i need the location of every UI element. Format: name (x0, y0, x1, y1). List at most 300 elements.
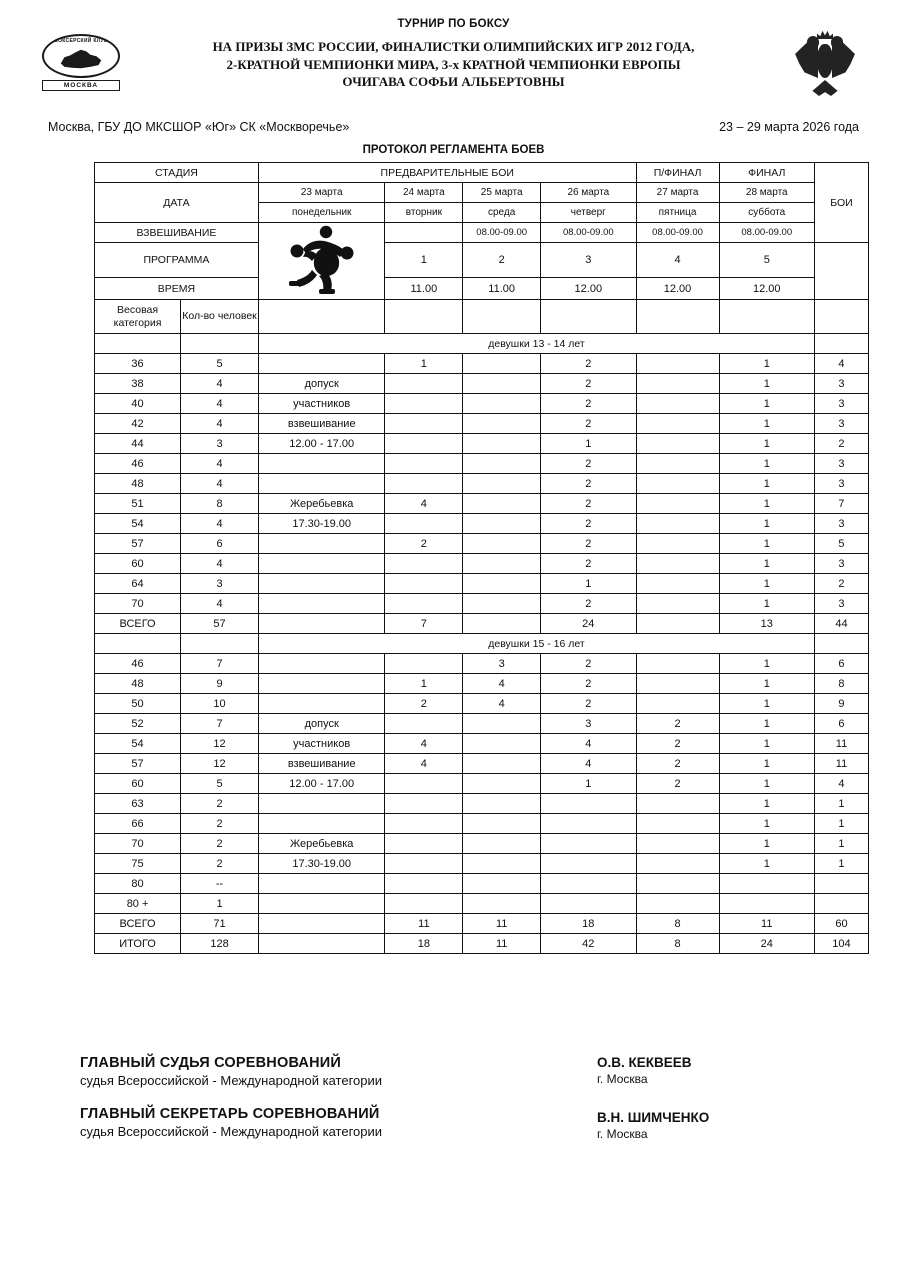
total2-day2: 11 (385, 914, 463, 934)
cell-people: 12 (181, 734, 259, 754)
table-row (95, 554, 869, 574)
cell-day4: 2 (541, 474, 636, 494)
cell-day3 (463, 454, 541, 474)
cell-day6: 1 (719, 714, 814, 734)
cell-day2: 2 (385, 694, 463, 714)
day3-time: 11.00 (463, 278, 541, 300)
cell-day2 (385, 854, 463, 874)
table-row-total-group2 (95, 914, 869, 934)
cell-people: -- (181, 874, 259, 894)
g1-blank-bouts (814, 334, 868, 354)
table-row-program (95, 243, 869, 278)
table-row (95, 694, 869, 714)
cell-day1 (258, 874, 385, 894)
cell-people: 4 (181, 554, 259, 574)
cell-day1 (258, 814, 385, 834)
cell-day2 (385, 714, 463, 734)
table-row (95, 594, 869, 614)
grand-total-people: 128 (181, 934, 259, 954)
table-row (95, 574, 869, 594)
cell-day5 (636, 554, 719, 574)
cell-day4: 4 (541, 754, 636, 774)
cell-day6: 1 (719, 594, 814, 614)
cell-day3 (463, 894, 541, 914)
g2-blank-people (181, 634, 259, 654)
cell-people: 5 (181, 354, 259, 374)
cell-day4: 2 (541, 594, 636, 614)
table-row (95, 354, 869, 374)
document-header (28, 14, 879, 114)
table-row (95, 754, 869, 774)
cell-day2 (385, 554, 463, 574)
cell-day6: 1 (719, 694, 814, 714)
cell-category: 64 (95, 574, 181, 594)
total2-day6: 11 (719, 914, 814, 934)
cell-category: 46 (95, 654, 181, 674)
cell-day4 (541, 814, 636, 834)
cell-bouts: 3 (814, 474, 868, 494)
cell-day4: 2 (541, 514, 636, 534)
cell-day6 (719, 874, 814, 894)
cell-category: 60 (95, 774, 181, 794)
cell-day6 (719, 894, 814, 914)
cell-day6: 1 (719, 814, 814, 834)
cell-category: 57 (95, 534, 181, 554)
table-row (95, 714, 869, 734)
day5-weekday: пятница (636, 203, 719, 223)
day5-date: 27 марта (636, 183, 719, 203)
logo-top-text: БОКСЕРСКИЙ КЛУБ (54, 38, 108, 44)
cell-day6: 1 (719, 674, 814, 694)
cell-day1 (258, 554, 385, 574)
cell-day1: участников (258, 734, 385, 754)
cell-category: 52 (95, 714, 181, 734)
cell-day6: 1 (719, 754, 814, 774)
cell-people: 12 (181, 754, 259, 774)
day2-time: 11.00 (385, 278, 463, 300)
group-title-row-1 (95, 334, 869, 354)
cell-category: 63 (95, 794, 181, 814)
total1-day6: 13 (719, 614, 814, 634)
cell-day2 (385, 514, 463, 534)
cell-people: 2 (181, 794, 259, 814)
cell-day2: 1 (385, 354, 463, 374)
cell-bouts: 3 (814, 454, 868, 474)
cell-people: 6 (181, 534, 259, 554)
bouts-spacer (814, 243, 868, 300)
cell-day3 (463, 434, 541, 454)
day4-date: 26 марта (541, 183, 636, 203)
horse-icon (58, 48, 104, 70)
table-row-total-group1 (95, 614, 869, 634)
chief-secretary-subtitle: судья Всероссийской - Международной категории (80, 1124, 383, 1139)
cell-day1 (258, 454, 385, 474)
cell-day5 (636, 494, 719, 514)
label-stage: СТАДИЯ (95, 163, 259, 183)
cell-day1: 17.30-19.00 (258, 854, 385, 874)
cell-bouts: 4 (814, 774, 868, 794)
cell-category: 42 (95, 414, 181, 434)
cell-category: 54 (95, 514, 181, 534)
day4-weighing: 08.00-09.00 (541, 223, 636, 243)
cell-bouts: 1 (814, 834, 868, 854)
cell-day4: 2 (541, 494, 636, 514)
cell-day4: 2 (541, 454, 636, 474)
cell-day1 (258, 534, 385, 554)
group1-title: девушки 13 - 14 лет (258, 334, 814, 354)
table-row (95, 414, 869, 434)
table-row-column-heads (95, 300, 869, 334)
cell-day5 (636, 874, 719, 894)
cell-bouts: 1 (814, 814, 868, 834)
table-row (95, 534, 869, 554)
cell-category: 57 (95, 754, 181, 774)
table-row-time (95, 278, 869, 300)
day5-program: 4 (636, 243, 719, 278)
cell-day3 (463, 714, 541, 734)
cell-day6: 1 (719, 474, 814, 494)
cell-day2: 4 (385, 734, 463, 754)
cell-day2 (385, 594, 463, 614)
cell-day2 (385, 894, 463, 914)
cell-bouts: 4 (814, 354, 868, 374)
cell-day1 (258, 894, 385, 914)
cell-day2 (385, 774, 463, 794)
day4-weekday: четверг (541, 203, 636, 223)
chief-judge-city: г. Москва (597, 1072, 648, 1086)
tournament-title-line-2: 2-КРАТНОЙ ЧЕМПИОНКИ МИРА, 3-х КРАТНОЙ ЧЕМПИОНКИ ЕВРОПЫ (226, 56, 681, 72)
table-row (95, 514, 869, 534)
cell-category: 44 (95, 434, 181, 454)
total2-day5: 8 (636, 914, 719, 934)
cell-day5 (636, 694, 719, 714)
total2-label: ВСЕГО (95, 914, 181, 934)
table-row (95, 894, 869, 914)
g2-blank-bouts (814, 634, 868, 654)
cell-day2: 4 (385, 494, 463, 514)
cell-day4: 2 (541, 554, 636, 574)
cell-people: 4 (181, 454, 259, 474)
cell-bouts: 7 (814, 494, 868, 514)
signature-names (557, 1055, 867, 1165)
federation-emblem (789, 28, 861, 100)
cell-people: 2 (181, 814, 259, 834)
cell-category: 80 (95, 874, 181, 894)
day2-weekday: вторник (385, 203, 463, 223)
group-title-row-2 (95, 634, 869, 654)
label-bouts: БОИ (814, 163, 868, 243)
cell-day5: 2 (636, 774, 719, 794)
cell-day4: 2 (541, 414, 636, 434)
cell-day4: 2 (541, 534, 636, 554)
cell-day6: 1 (719, 414, 814, 434)
cell-day4 (541, 834, 636, 854)
cell-day3 (463, 494, 541, 514)
cell-day2 (385, 394, 463, 414)
cell-day4 (541, 794, 636, 814)
cell-people: 4 (181, 414, 259, 434)
day6-weighing: 08.00-09.00 (719, 223, 814, 243)
cell-category: 51 (95, 494, 181, 514)
g2-blank-cat (95, 634, 181, 654)
cell-day6: 1 (719, 554, 814, 574)
cell-day1 (258, 594, 385, 614)
cell-day4 (541, 894, 636, 914)
label-program: ПРОГРАММА (95, 243, 259, 278)
signatures-block (0, 1055, 907, 1165)
table-row (95, 814, 869, 834)
grand-total-day4: 42 (541, 934, 636, 954)
cell-day5 (636, 354, 719, 374)
cell-people: 2 (181, 834, 259, 854)
cell-people: 3 (181, 434, 259, 454)
cell-day6: 1 (719, 654, 814, 674)
total1-day2: 7 (385, 614, 463, 634)
day2-date: 24 марта (385, 183, 463, 203)
cell-category: 66 (95, 814, 181, 834)
cell-day3 (463, 834, 541, 854)
total2-bouts: 60 (814, 914, 868, 934)
header-prelim: ПРЕДВАРИТЕЛЬНЫЕ БОИ (258, 163, 636, 183)
total1-bouts: 44 (814, 614, 868, 634)
total2-day4: 18 (541, 914, 636, 934)
spacer-day1 (258, 300, 385, 334)
cell-day6: 1 (719, 494, 814, 514)
cell-day1 (258, 694, 385, 714)
tournament-title-line-3: ОЧИГАВА СОФЬИ АЛЬБЕРТОВНЫ (342, 74, 565, 90)
cell-day5 (636, 794, 719, 814)
cell-day6: 1 (719, 574, 814, 594)
cell-people: 4 (181, 374, 259, 394)
day6-date: 28 марта (719, 183, 814, 203)
cell-day5: 2 (636, 754, 719, 774)
protocol-title: ПРОТОКОЛ РЕГЛАМЕНТА БОЕВ (362, 144, 545, 156)
cell-day1: участников (258, 394, 385, 414)
cell-day3 (463, 594, 541, 614)
cell-category: 48 (95, 474, 181, 494)
cell-day6: 1 (719, 834, 814, 854)
cell-day1: допуск (258, 714, 385, 734)
g1-blank-cat (95, 334, 181, 354)
cell-day3: 4 (463, 694, 541, 714)
cell-bouts: 9 (814, 694, 868, 714)
venue-text: Москва, ГБУ ДО МКСШОР «Юг» СК «Москворечье» (48, 120, 350, 134)
cell-category: 70 (95, 834, 181, 854)
grand-total-day6: 24 (719, 934, 814, 954)
cell-day2: 2 (385, 534, 463, 554)
logo-oval (42, 34, 120, 78)
cell-category: 46 (95, 454, 181, 474)
spacer-day6 (719, 300, 814, 334)
cell-day2 (385, 874, 463, 894)
table-row (95, 434, 869, 454)
table-row (95, 774, 869, 794)
cell-day5 (636, 414, 719, 434)
cell-people: 10 (181, 694, 259, 714)
cell-day4: 2 (541, 374, 636, 394)
cell-day6: 1 (719, 374, 814, 394)
cell-day2 (385, 654, 463, 674)
cell-day5 (636, 834, 719, 854)
cell-bouts: 6 (814, 714, 868, 734)
cell-day3 (463, 534, 541, 554)
tournament-title-line-1: НА ПРИЗЫ ЗМС РОССИИ, ФИНАЛИСТКИ ОЛИМПИЙСКИХ ИГР 2012 ГОДА, (212, 39, 695, 54)
cell-bouts: 3 (814, 414, 868, 434)
cell-category: 75 (95, 854, 181, 874)
cell-people: 1 (181, 894, 259, 914)
cell-bouts: 1 (814, 854, 868, 874)
cell-day1: Жеребьевка (258, 494, 385, 514)
table-row (95, 474, 869, 494)
cell-day2: 4 (385, 754, 463, 774)
cell-day3 (463, 374, 541, 394)
cell-day5 (636, 574, 719, 594)
cell-day1: 12.00 - 17.00 (258, 774, 385, 794)
cell-day1: допуск (258, 374, 385, 394)
schedule-table-wrap (28, 162, 879, 954)
cell-day5 (636, 854, 719, 874)
tournament-kind: ТУРНИР ПО БОКСУ (397, 18, 510, 30)
cell-day3 (463, 574, 541, 594)
header-semifinal: П/ФИНАЛ (636, 163, 719, 183)
total1-day5 (636, 614, 719, 634)
day1-date: 23 марта (258, 183, 385, 203)
cell-day5 (636, 534, 719, 554)
cell-day2 (385, 434, 463, 454)
table-row (95, 734, 869, 754)
cell-category: 48 (95, 674, 181, 694)
cell-day5 (636, 674, 719, 694)
cell-day4 (541, 874, 636, 894)
cell-day1: взвешивание (258, 754, 385, 774)
cell-bouts: 11 (814, 754, 868, 774)
cell-day4: 2 (541, 354, 636, 374)
cell-day4: 1 (541, 574, 636, 594)
cell-day4: 3 (541, 714, 636, 734)
cell-day6: 1 (719, 454, 814, 474)
cell-bouts: 6 (814, 654, 868, 674)
cell-day3 (463, 514, 541, 534)
day1-weekday: понедельник (258, 203, 385, 223)
cell-day6: 1 (719, 794, 814, 814)
table-row (95, 454, 869, 474)
cell-day5 (636, 654, 719, 674)
cell-day4 (541, 854, 636, 874)
cell-category: 70 (95, 594, 181, 614)
meta-row (28, 114, 879, 134)
title-block (28, 14, 879, 91)
cell-bouts (814, 874, 868, 894)
cell-day6: 1 (719, 774, 814, 794)
cell-day1 (258, 674, 385, 694)
cell-day4: 2 (541, 654, 636, 674)
cell-day3 (463, 394, 541, 414)
grand-total-label: ИТОГО (95, 934, 181, 954)
cell-people: 7 (181, 714, 259, 734)
cell-category: 54 (95, 734, 181, 754)
day2-program: 1 (385, 243, 463, 278)
cell-day1 (258, 474, 385, 494)
table-row (95, 494, 869, 514)
signature-titles (80, 1055, 510, 1165)
spacer-bouts (814, 300, 868, 334)
cell-day2 (385, 794, 463, 814)
cell-bouts: 3 (814, 374, 868, 394)
cell-day5 (636, 454, 719, 474)
cell-day6: 1 (719, 734, 814, 754)
table-row (95, 854, 869, 874)
header-final: ФИНАЛ (719, 163, 814, 183)
cell-bouts: 2 (814, 574, 868, 594)
cell-day1 (258, 794, 385, 814)
cell-day5 (636, 894, 719, 914)
cell-day2 (385, 454, 463, 474)
cell-people: 9 (181, 674, 259, 694)
cell-day5 (636, 814, 719, 834)
cell-day1: Жеребьевка (258, 834, 385, 854)
total2-day3: 11 (463, 914, 541, 934)
total1-day1 (258, 614, 385, 634)
cell-people: 4 (181, 474, 259, 494)
schedule-table (94, 162, 869, 954)
cell-day2 (385, 374, 463, 394)
cell-day5: 2 (636, 714, 719, 734)
day3-date: 25 марта (463, 183, 541, 203)
cell-category: 38 (95, 374, 181, 394)
cell-category: 36 (95, 354, 181, 374)
cell-bouts: 5 (814, 534, 868, 554)
cell-people: 4 (181, 394, 259, 414)
cell-day3 (463, 774, 541, 794)
day4-program: 3 (541, 243, 636, 278)
label-weighing: ВЗВЕШИВАНИЕ (95, 223, 259, 243)
day2-weighing (385, 223, 463, 243)
cell-category: 80 + (95, 894, 181, 914)
table-row (95, 674, 869, 694)
day6-weekday: суббота (719, 203, 814, 223)
day6-time: 12.00 (719, 278, 814, 300)
cell-day6: 1 (719, 394, 814, 414)
chief-judge-name: О.В. КЕКВЕЕВ (597, 1055, 692, 1070)
boxer-icon (259, 223, 385, 299)
cell-day5 (636, 514, 719, 534)
cell-day6: 1 (719, 354, 814, 374)
cell-category: 40 (95, 394, 181, 414)
spacer-day3 (463, 300, 541, 334)
table-row (95, 374, 869, 394)
cell-bouts: 1 (814, 794, 868, 814)
cell-day4: 2 (541, 394, 636, 414)
cell-day2 (385, 414, 463, 434)
cell-category: 50 (95, 694, 181, 714)
spacer-day5 (636, 300, 719, 334)
label-date: ДАТА (95, 183, 259, 223)
cell-day1 (258, 654, 385, 674)
cell-day1 (258, 354, 385, 374)
total1-day4: 24 (541, 614, 636, 634)
day4-time: 12.00 (541, 278, 636, 300)
cell-day2: 1 (385, 674, 463, 694)
total2-day1 (258, 914, 385, 934)
cell-people: 5 (181, 774, 259, 794)
cell-day5 (636, 394, 719, 414)
cell-day3 (463, 874, 541, 894)
cell-day3 (463, 474, 541, 494)
g1-blank-people (181, 334, 259, 354)
table-row-date (95, 183, 869, 203)
cell-day3 (463, 754, 541, 774)
spacer-day4 (541, 300, 636, 334)
